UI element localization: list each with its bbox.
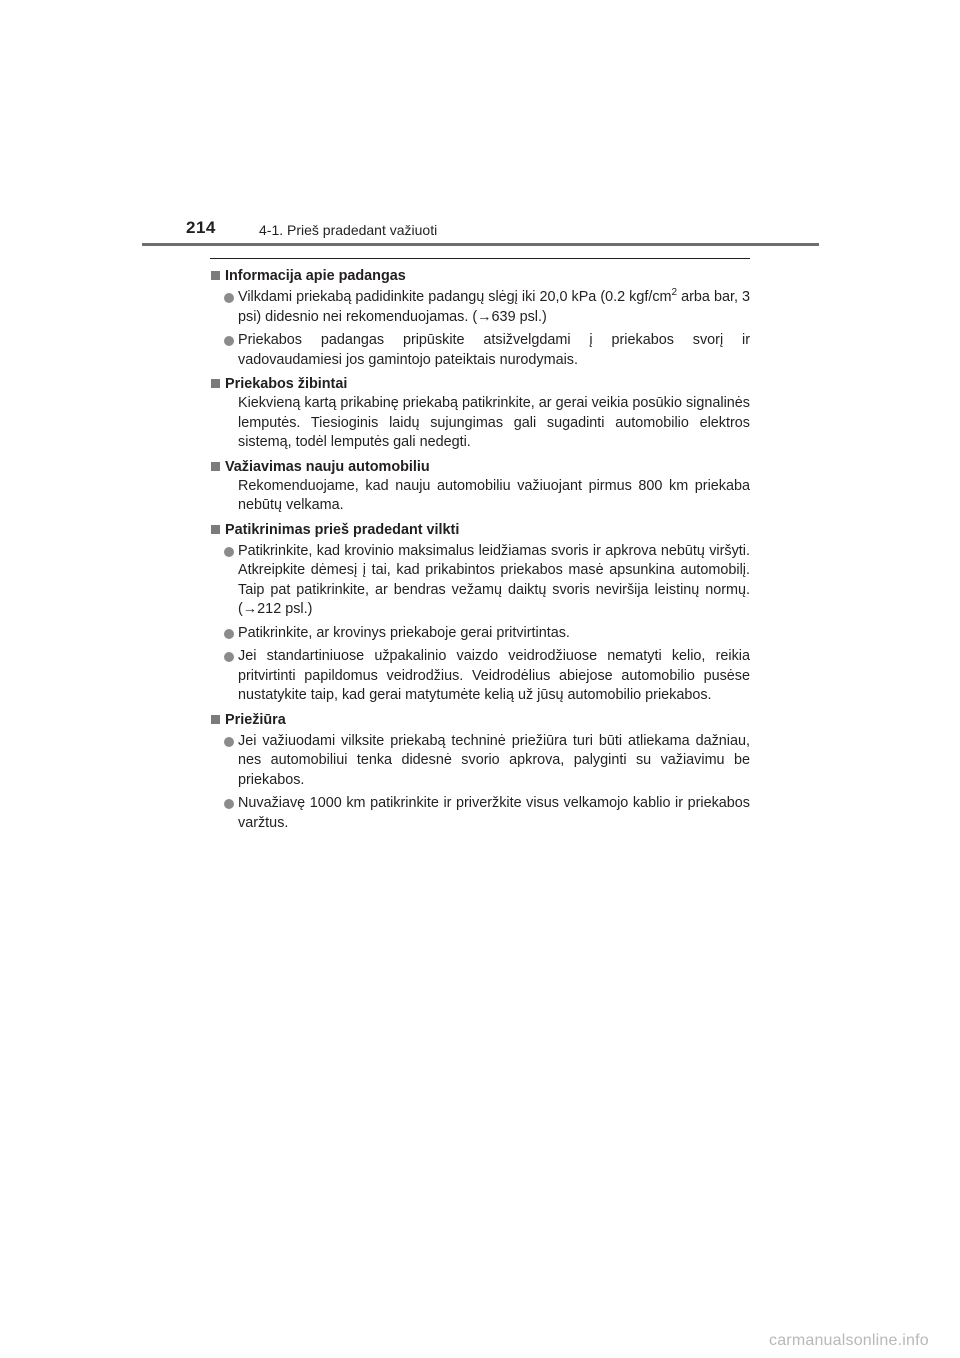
circle-bullet-icon [224, 336, 234, 346]
circle-bullet-icon [224, 547, 234, 557]
circle-bullet-icon [224, 799, 234, 809]
bullet-text: Jei važiuodami vilksite priekabą techninė priežiūra turi būti atliekama dažniau, nes automobiliui tenka didesnė svorio apkrova, palyginti su važiavimu be priekabos. [238, 732, 750, 788]
square-bullet-icon [211, 379, 220, 388]
circle-bullet-icon [224, 652, 234, 662]
bullet-item [238, 647, 750, 706]
circle-bullet-icon [224, 293, 234, 303]
section-heading [210, 521, 750, 540]
header-divider [142, 243, 819, 246]
square-bullet-icon [211, 462, 220, 471]
circle-bullet-icon [224, 629, 234, 639]
heading-text: Priežiūra [225, 711, 286, 728]
page-header [0, 0, 960, 250]
bullet-text: Vilkdami priekabą padidinkite padangų slėgį iki 20,0 kPa (0.2 kgf/cm [238, 289, 672, 305]
heading-text: Patikrinimas prieš pradedant vilkti [225, 521, 460, 538]
bullet-item [238, 794, 750, 833]
paragraph: Kiekvieną kartą prikabinę priekabą patikrinkite, ar gerai veikia posūkio signalinės lemputės. Tiesioginis laidų sujungimas gali sugadinti automobilio elektros sistemą, todėl lemputės gali nedegti. [238, 395, 750, 450]
bullet-text-cont: arba bar, 3 psi) didesnio nei rekomenduojamas. (→639 psl.) [238, 289, 750, 325]
content-divider [210, 258, 750, 259]
watermark-link[interactable]: carmanualsonline.info [769, 1332, 929, 1349]
heading-text: Važiavimas nauju automobiliu [225, 458, 430, 475]
page-number: 214 [186, 218, 216, 237]
bullet-item [238, 331, 750, 370]
heading-text: Priekabos žibintai [225, 376, 348, 392]
paragraph: Rekomenduojame, kad nauju automobiliu važiuojant pirmus 800 km priekaba nebūtų velkama. [238, 477, 750, 513]
section-heading [210, 458, 750, 477]
section-heading [210, 375, 750, 394]
section-heading [210, 267, 750, 286]
page-content [210, 258, 750, 837]
bullet-item [238, 732, 750, 791]
bullet-item [238, 542, 750, 620]
bullet-text: Nuvažiavę 1000 km patikrinkite ir priveržkite visus velkamojo kablio ir priekabos varžtus. [238, 795, 750, 831]
section-heading [210, 711, 750, 730]
heading-text: Informacija apie padangas [225, 268, 406, 284]
circle-bullet-icon [224, 737, 234, 747]
bullet-text: Patikrinkite, ar krovinys priekaboje gerai pritvirtintas. [238, 624, 570, 641]
bullet-text: Priekabos padangas pripūskite atsižvelgdami į priekabos svorį ir vadovaudamiesi jos gamintojo pateiktais nurodymais. [238, 332, 750, 368]
bullet-item [238, 624, 750, 644]
bullet-item [238, 288, 750, 327]
square-bullet-icon [211, 271, 220, 280]
section-title: 4-1. Prieš pradedant važiuoti [259, 222, 438, 238]
superscript: 2 [671, 287, 678, 299]
bullet-text: Patikrinkite, kad krovinio maksimalus leidžiamas svoris ir apkrova nebūtų viršyti. Atkreipkite dėmesį į tai, kad prikabintos priekabos masė apsunkina automobilį. Taip pat patikrinkite, ar bendras vežamų daiktų svoris neviršija leistinų normų. (→212 psl.) [238, 542, 750, 617]
square-bullet-icon [211, 715, 220, 724]
bullet-text: Jei standartiniuose užpakalinio vaizdo veidrodžiuose nematyti kelio, reikia pritvirtinti papildomus veidrodžius. Veidrodėlius abiejose automobilio pusėse nustatykite taip, kad gerai matytumėte kelią už jūsų automobilio priekabos. [238, 648, 750, 703]
square-bullet-icon [211, 525, 220, 534]
